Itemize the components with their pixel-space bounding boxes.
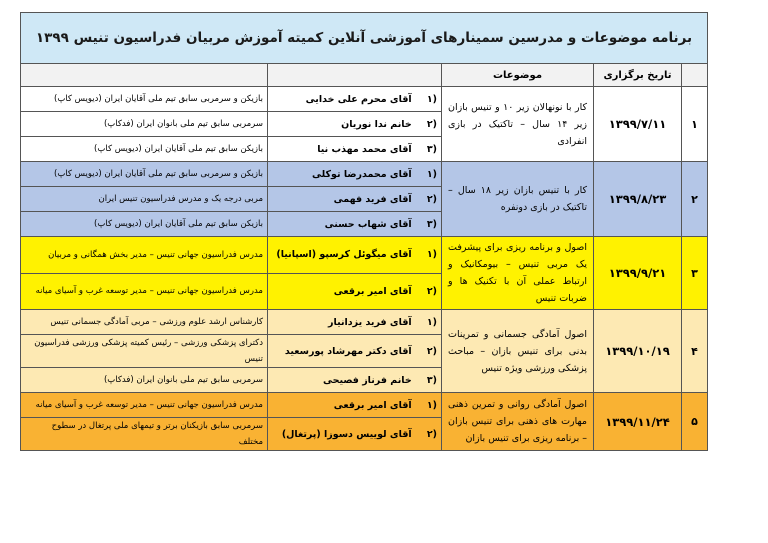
presenter-description: مربی درجه یک و مدرس فدراسیون تنیس ایران: [21, 187, 268, 212]
presenter-name: آقای امیر برقعی: [333, 399, 412, 411]
presenter-name-cell: [268, 273, 442, 310]
header-date: تاریخ برگزاری: [594, 64, 682, 87]
session-number: ۳: [682, 237, 708, 310]
presenter-index: (۱: [426, 316, 437, 328]
presenter-name-cell: [268, 335, 442, 368]
presenter-name-cell: [268, 162, 442, 187]
presenter-name: آقای محمد مهذب نیا: [317, 143, 412, 155]
presenter-name: آقای لوییس دسوزا (پرتغال): [281, 428, 412, 440]
table-row: [21, 162, 708, 187]
presenter-name: آقای میگوئل کرسپو (اسپانیا): [276, 249, 412, 261]
session-topic: اصول و برنامه ریزی برای پیشرفت یک مربی تنیس – بیومکانیک و ارتباط عملی آن با تکنیک ها و ضربات تنیس: [442, 237, 594, 310]
presenter-description: مدرس فدراسیون جهانی تنیس – مدیر توسعه غرب و آسیای میانه: [21, 273, 268, 310]
session-date: ۱۳۹۹/۷/۱۱: [594, 87, 682, 162]
header-topics: موضوعات: [442, 64, 594, 87]
presenter-description: بازیکن و سرمربی سابق تیم ملی آقایان ایران (دیویس کاپ): [21, 162, 268, 187]
presenter-name-cell: [268, 368, 442, 393]
presenter-description: بازیکن سابق تیم ملی آقایان ایران (دیویس کاپ): [21, 212, 268, 237]
presenter-index: (۱: [426, 168, 437, 180]
session-number: ۲: [682, 162, 708, 237]
presenter-description: مدرس فدراسیون جهانی تنیس – مدیر بخش همگانی و مربیان: [21, 237, 268, 274]
presenter-name: آقای فرید یزدانیار: [328, 316, 412, 328]
session-number: ۵: [682, 393, 708, 451]
presenter-index: (۲: [426, 285, 437, 297]
presenter-index: (۲: [426, 345, 437, 357]
presenter-index: (۳: [426, 218, 437, 230]
session-date: ۱۳۹۹/۸/۲۳: [594, 162, 682, 237]
presenter-name-cell: [268, 237, 442, 274]
presenter-index: (۲: [426, 428, 437, 440]
page-title: برنامه موضوعات و مدرسین سمینارهای آموزشی آنلاین کمیته آموزش مربیان فدراسیون تنیس ۱۳۹۹: [21, 13, 708, 64]
presenter-description: دکترای پزشکی ورزشی – رئیس کمیته پزشکی ورزشی فدراسیون تنیس: [21, 335, 268, 368]
presenter-description: بازیکن سابق تیم ملی آقایان ایران (دیویس کاپ): [21, 137, 268, 162]
presenter-name: آقای دکتر مهرشاد پورسعید: [284, 345, 412, 357]
presenter-index: (۱: [426, 399, 437, 411]
session-topic: کار با نونهالان زیر ۱۰ و تنیس بازان زیر ۱۴ سال – تاکتیک در بازی انفرادی: [442, 87, 594, 162]
presenter-name-cell: [268, 137, 442, 162]
session-number: ۱: [682, 87, 708, 162]
session-topic: کار با تنیس بازان زیر ۱۸ سال – تاکتیک در بازی دونفره: [442, 162, 594, 237]
session-date: ۱۳۹۹/۱۱/۲۴: [594, 393, 682, 451]
session-topic: اصول آمادگی جسمانی و تمرینات بدنی برای تنیس بازان – مباحث پزشکی ورزشی ویژه تنیس: [442, 310, 594, 393]
presenter-description: بازیکن و سرمربی سابق تیم ملی آقایان ایران (دیویس کاپ): [21, 87, 268, 112]
presenter-description: سرمربی سابق بازیکنان برتر و تیمهای ملی پرتغال در سطوح مختلف: [21, 418, 268, 451]
presenter-index: (۲: [426, 118, 437, 130]
presenter-index: (۱: [426, 93, 437, 105]
presenter-name: آقای امیر برقعی: [333, 285, 412, 297]
header-presenters: [268, 64, 442, 87]
presenter-name-cell: [268, 212, 442, 237]
presenter-description: سرمربی سابق تیم ملی بانوان ایران (فدکاپ): [21, 112, 268, 137]
presenter-name-cell: [268, 87, 442, 112]
presenter-description: سرمربی سابق تیم ملی بانوان ایران (فدکاپ): [21, 368, 268, 393]
seminar-schedule-table: [20, 12, 708, 451]
header-descriptions: [21, 64, 268, 87]
presenter-name: خانم ندا نوریان: [341, 118, 412, 130]
presenter-name-cell: [268, 393, 442, 418]
presenter-name: خانم فرناز فصیحی: [322, 374, 412, 386]
session-topic: اصول آمادگی روانی و تمرین ذهنی مهارت های ذهنی برای تنیس بازان – برنامه ریزی برای تنیس بازان: [442, 393, 594, 451]
header-number: [682, 64, 708, 87]
presenter-name: آقای فرید فهمی: [333, 193, 412, 205]
presenter-name-cell: [268, 112, 442, 137]
presenter-index: (۳: [426, 374, 437, 386]
presenter-name-cell: [268, 418, 442, 451]
table-row: [21, 310, 708, 335]
presenter-name: آقای محرم علی خدایی: [305, 93, 412, 105]
table-row: [21, 393, 708, 418]
session-number: ۴: [682, 310, 708, 393]
presenter-name: آقای شهاب حسنی: [324, 218, 412, 230]
presenter-name-cell: [268, 187, 442, 212]
session-date: ۱۳۹۹/۹/۲۱: [594, 237, 682, 310]
presenter-index: (۳: [426, 143, 437, 155]
presenter-name: آقای محمدرضا توکلی: [311, 168, 412, 180]
table-row: [21, 237, 708, 274]
presenter-index: (۲: [426, 193, 437, 205]
presenter-index: (۱: [426, 249, 437, 261]
session-date: ۱۳۹۹/۱۰/۱۹: [594, 310, 682, 393]
table-row: [21, 87, 708, 112]
presenter-description: مدرس فدراسیون جهانی تنیس – مدیر توسعه غرب و آسیای میانه: [21, 393, 268, 418]
presenter-description: کارشناس ارشد علوم ورزشی – مربی آمادگی جسمانی تنیس: [21, 310, 268, 335]
presenter-name-cell: [268, 310, 442, 335]
